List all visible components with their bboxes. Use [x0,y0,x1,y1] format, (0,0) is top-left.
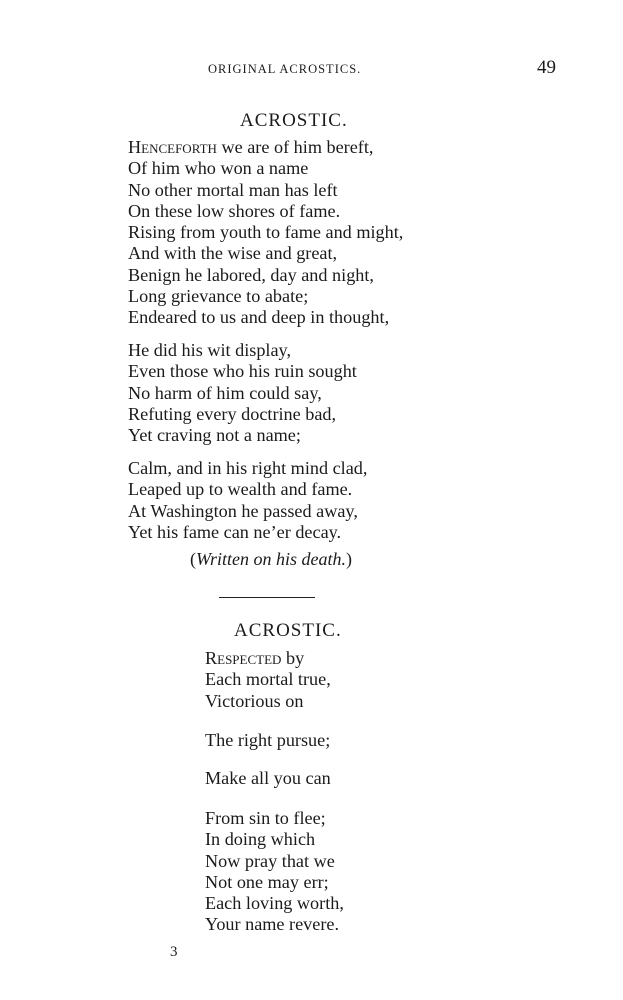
poem-2-title: ACROSTIC. [234,620,342,641]
poem-first-word: Respected [205,648,282,668]
poem-line: The right pursue; [205,730,331,750]
poem-line: Endeared to us and deep in thought, [128,307,390,328]
poem-line: Now pray that we [205,850,335,871]
poem-line: No harm of him could say, [128,382,322,403]
poem-line: Rising from youth to fame and might, [128,222,404,243]
section-divider [219,597,315,598]
poem-1-note [190,549,352,570]
poem-line: From sin to flee; [205,808,326,828]
poem-line: Your name revere. [205,914,340,935]
poem-line: Each loving worth, [205,893,344,914]
poem-line: At Washington he passed away, [128,500,358,521]
poem-line: On these low shores of fame. [128,200,341,221]
poem-first-line-rest: by [281,648,305,668]
note-open-paren: ( [190,549,196,569]
poem-line [128,137,403,158]
poem-line: Leaped up to wealth and fame. [128,479,353,500]
poem-line: Victorious on [205,690,304,711]
note-text: Written on his death. [196,549,346,569]
running-title: ORIGINAL ACROSTICS. [208,62,362,76]
poem-first-line-rest: we are of him bereft, [216,137,374,157]
poem-line: And with the wise and great, [128,243,338,264]
poem-2-stanza-1 [205,648,331,712]
poem-line: Even those who his ruin sought [128,361,357,382]
poem-line: No other mortal man has left [128,179,338,200]
poem-line: Not one may err; [205,871,329,892]
poem-line: Benign he labored, day and night, [128,264,374,285]
poem-line: Long grievance to abate; [128,286,309,307]
poem-line: In doing which [205,829,316,850]
page-number: 49 [537,57,556,78]
poem-2-stanza-3 [205,768,331,789]
poem-2-stanza-4 [205,808,344,936]
note-close-paren: ) [346,549,352,569]
poem-1-title: ACROSTIC. [240,110,348,131]
poem-1-stanza-3 [128,458,367,543]
poem-1-stanza-1 [128,137,403,329]
poem-line: Each mortal true, [205,669,331,690]
signature-mark: 3 [170,944,178,960]
poem-line: Yet craving not a name; [128,425,301,446]
poem-line [205,648,331,669]
poem-2-stanza-2 [205,730,330,751]
poem-line: Of him who won a name [128,158,309,179]
poem-1-stanza-2 [128,340,357,446]
poem-line: Yet his fame can ne’er decay. [128,521,342,542]
poem-line: He did his wit display, [128,340,292,360]
running-head [0,57,623,84]
poem-first-word: Henceforth [128,137,217,157]
poem-line: Refuting every doctrine bad, [128,403,337,424]
poem-line: Make all you can [205,768,331,788]
poem-line: Calm, and in his right mind clad, [128,458,368,478]
